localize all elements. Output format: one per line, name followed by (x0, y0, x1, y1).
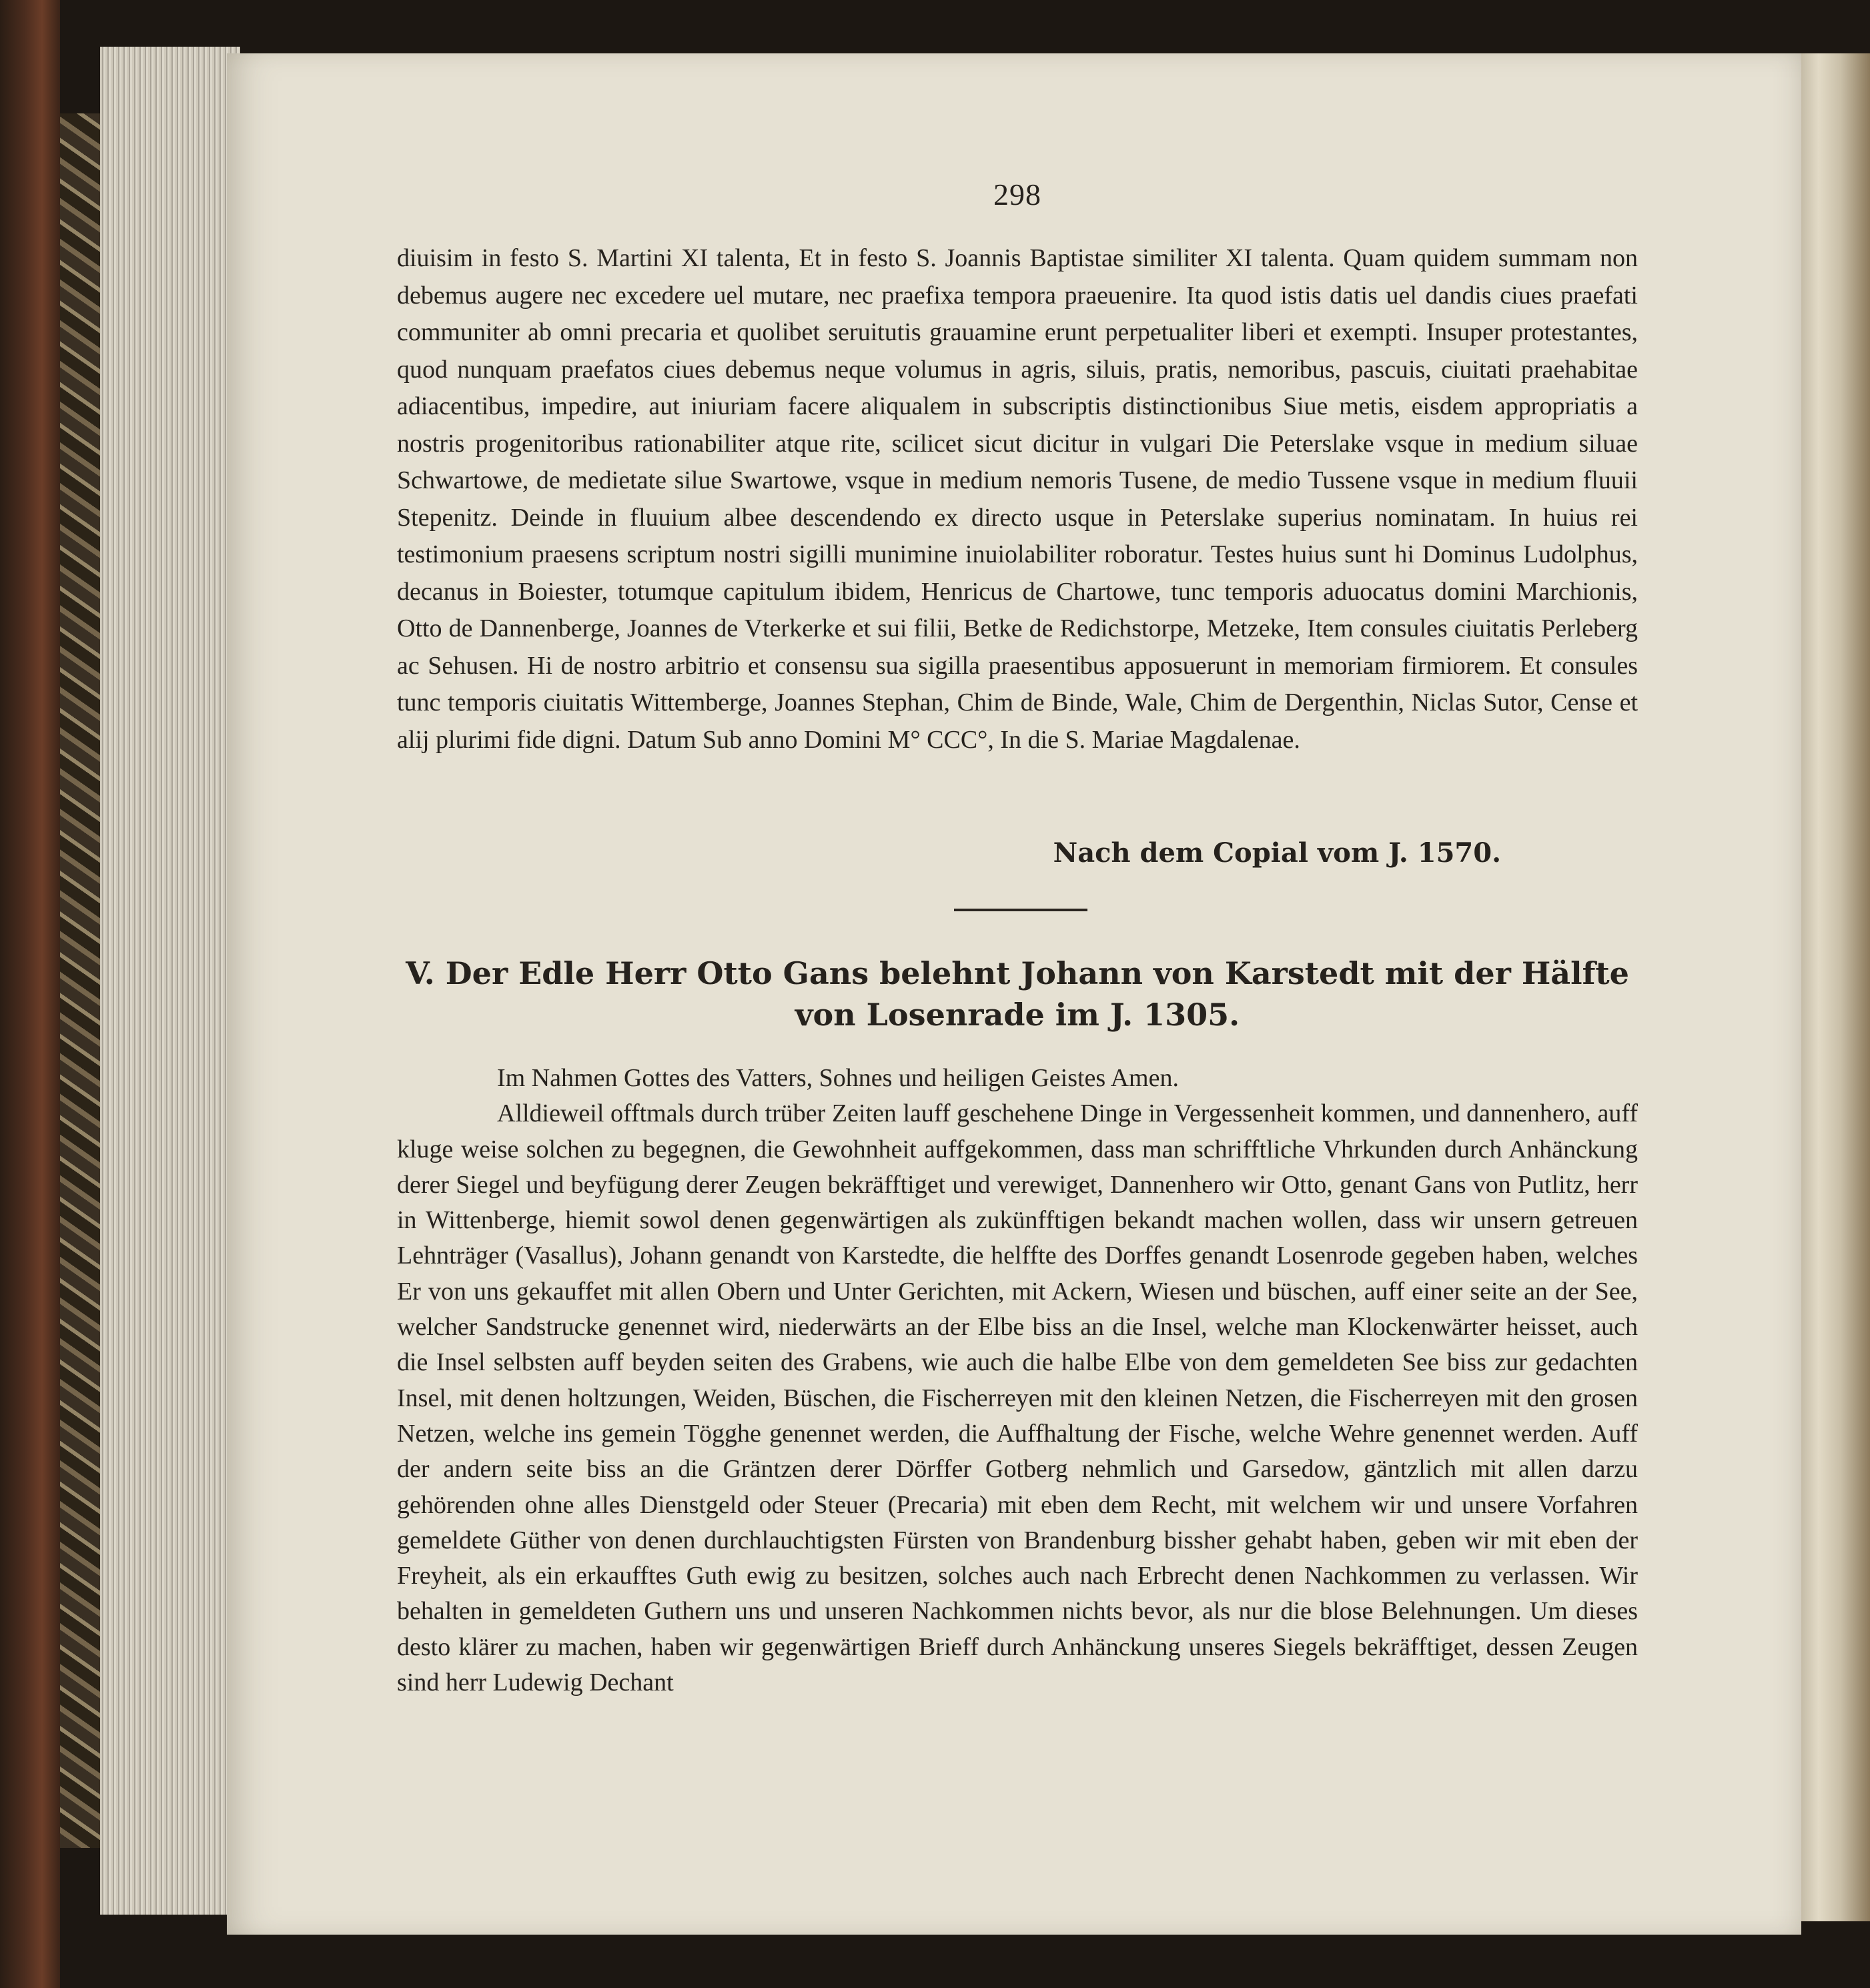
facing-page-edge (1797, 53, 1870, 1921)
book-page (227, 53, 1801, 1935)
source-note: Nach dem Copial vom J. 1570. (1053, 837, 1501, 869)
german-charter-text (397, 1061, 1638, 1700)
section-heading: V. Der Edle Herr Otto Gans belehnt Johann von Karstedt mit der Hälfte von Losenrade im J. 1305. (406, 955, 1629, 1033)
book-cover-edge (0, 0, 60, 1988)
german-paragraph-body: Alldieweil offtmals durch trüber Zeiten lauff geschehene Dinge in Vergessenheit kommen, und dannenhero, auff kluge weise solchen zu begegnen, die Gewohnheit auffgekommen, dass man schrifftliche Vhrkunden durch Anhänckung derer Siegel und beyfügung derer Zeugen bekräfftiget und verewiget, Dannenhero wir Otto, genant Gans von Putlitz, herr in Wittenberge, hiemit sowol denen gegenwärtigen als zukünfftigen bekandt machen wollen, dass wir unsern getreuen Lehnträger (Vasallus), Johann genandt von Karstedte, die helffte des Dorffes genandt Losenrode gegeben haben, welches Er von uns gekauffet mit allen Obern und Unter Gerichten, mit Ackern, Wiesen und büschen, auff einer seite an der See, welcher Sandstrucke genennet wird, niederwärts an der Elbe biss an die Insel, welche man Klockenwärter heisset, auch die Insel selbsten auff beyden seiten des Grabens, wie auch die halbe Elbe von dem gemeldeten See biss zur gedachten Insel, mit denen holtzungen, Weiden, Büschen, die Fischerreyen mit den kleinen Netzen, die Fischerreyen mit den grosen Netzen, welche ins gemein Tögghe genennet werden, die Auffhaltung der Fische, welche Wehre genennet werden. Auff der andern seite biss an die Gräntzen derer Dörffer Gotberg nehmlich und Garsedow, gäntzlich mit allen darzu gehörenden ohne alles Dienstgeld oder Steuer (Precaria) mit eben dem Recht, mit welchem wir und unsere Vorfahren gemeldete Güther von denen durchlauchtigsten Fürsten von Brandenburg bissher gehabt haben, geben wir mit eben der Freyheit, als ein erkaufftes Guth ewig zu besitzen, solches auch nach Erbrecht denen Nachkommen zu verlassen. Wir behalten in gemeldeten Guthern uns und unseren Nachkommen nichts bevor, als nur die blose Belehnungen. Um dieses desto klärer zu machen, haben wir gegenwärtigen Brieff durch Anhänckung unseres Siegels bekräfftiget, dessen Zeugen sind herr Ludewig Dechant (397, 1099, 1638, 1697)
page-stack-edge (100, 47, 240, 1915)
german-paragraph-invocation: Im Nahmen Gottes des Vatters, Sohnes und heiligen Geistes Amen. (497, 1064, 1179, 1092)
page-number: 298 (993, 177, 1041, 211)
latin-charter-text (397, 240, 1638, 759)
latin-paragraph: diuisim in festo S. Martini XI talenta, Et in festo S. Joannis Baptistae similiter XI talenta. Quam quidem summam non debemus augere nec excedere uel mutare, nec praefixa tempora praeuenire. Ita quod istis datis uel dandis ciues praefati communiter ab omni precaria et quolibet seruitutis grauamine erunt perpetualiter liberi et exempti. Insuper protestantes, quod nunquam praefatos ciues debemus neque volumus in agris, siluis, pratis, nemoribus, pascuis, ciuitati praehabitae adiacentibus, impedire, aut iniuriam facere aliqualem in subscriptis distinctionibus Siue metis, eisdem appropriatis a nostris progenitoribus rationabiliter atque rite, scilicet sicut dicitur in vulgari Die Peterslake vsque in medium siluae Schwartowe, de medietate silue Swartowe, vsque in medium nemoris Tusene, de medio Tussene vsque in medium fluuii Stepenitz. Deinde in fluuium albee descendendo ex directo usque in Peterslake superius nominatam. In huius rei testimonium praesens scriptum nostri sigilli munimine inuiolabiliter roboratur. Testes huius sunt hi Dominus Ludolphus, decanus in Boiester, totumque capitulum ibidem, Henricus de Chartowe, tunc temporis aduocatus domini Marchionis, Otto de Dannenberge, Joannes de Vterkerke et sui filii, Betke de Redichstorpe, Metzeke, Item consules ciuitatis Perleberg ac Sehusen. Hi de nostro arbitrio et consensu sua sigilla praesentibus apposuerunt in memoriam firmiorem. Et consules tunc temporis ciuitatis Wittemberge, Joannes Stephan, Chim de Binde, Wale, Chim de Dergenthin, Niclas Sutor, Cense et alij plurimi fide digni. Datum Sub anno Domini M° CCC°, In die S. Mariae Magdalenae. (397, 244, 1638, 754)
section-divider (954, 909, 1087, 911)
